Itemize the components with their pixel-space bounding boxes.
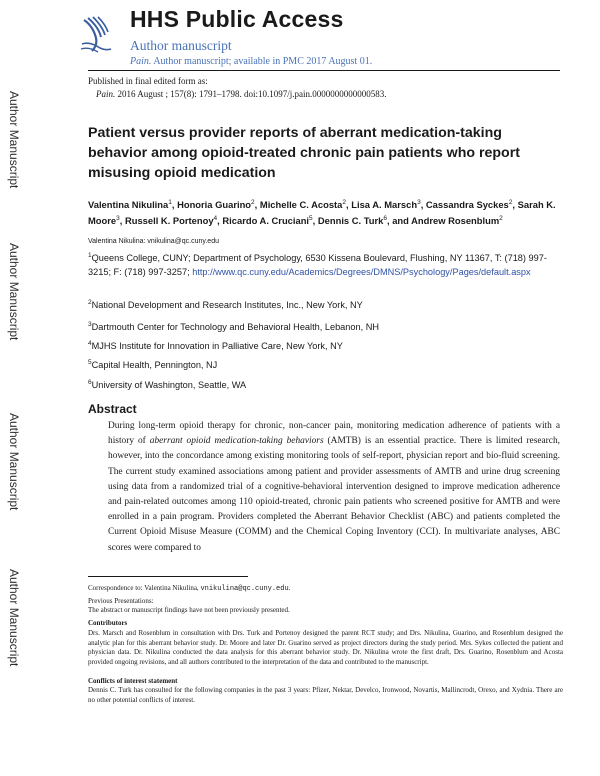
affiliation-3: $^3$Dartmouth Center for Technology and Behavioral Health, Lebanon, NH (88, 321, 379, 333)
affiliation-6: $^6$University of Washington, Seattle, WA (88, 379, 247, 391)
footnote-divider (88, 576, 248, 577)
journal-availability-text: Pain. (130, 56, 152, 67)
abstract-heading: Abstract (88, 402, 137, 416)
author-name: Honoria Guarino (177, 199, 252, 211)
contributors-text: Drs. Marsch and Rosenblum in consultation with Drs. Turk and Portenoy designed the parent RCT study; and Drs. Nikulina, Guarino, and Rosenblum designed the analytic plan for this aberrant behavior study. Dr. Moore and later Dr. Guarino served as project directors during the study period. Mrs. Sykes collected the patient and physician data. Dr. Nikulina conducted the data analysis for this aberrant behavior study. Dr. Nikulina wrote the first draft, Drs. Guarino, Rosenblum and Acosta provided ongoing revisions, and all authors contributed to the interpretation of the data and contributed to the manuscript. (88, 629, 563, 666)
side-label: Author Manuscript (7, 91, 21, 189)
side-label: Author Manuscript (7, 569, 21, 667)
author-affiliation-number: 6 (383, 215, 387, 223)
previous-presentations-heading: Previous Presentations: (88, 597, 154, 605)
author-name: Ricardo A. Cruciani (222, 215, 310, 227)
conflicts-text: Dennis C. Turk has consulted for the following companies in the past 3 years: Pfizer, Nektar, Develco, Ironwood, Novartis, Mallincrodt, Orexo, and Xydnia. There are no other potential conflicts of interest. (88, 686, 563, 704)
abstract-body: During long-term opioid therapy for chronic, non-cancer pain, monitoring medication adherence of patients with a history of aberrant opioid medication-taking behaviors (AMTB) is an essential practice. There is limited research, however, into the concordance among existing monitoring tools of self-report, physician report and bio-fluid screening. The current study examined associations among patient and provider assessments of AMTB and urine drug screening using data from a randomized trial of a cognitive-behavioral intervention designed to improve medication adherence and pain-related outcomes among 110 opioid-treated, chronic pain patients who screened positive for AMTB and were enrolled in a pain program. Providers completed the Aberrant Behavior Checklist (ABC) and patients completed the Current Opioid Misuse Measure (COMM) and the Chemical Coping Inventory (CCI). In multivariate analyses, ABC scores were compared to (108, 421, 560, 553)
affiliation-2: $^2$National Development and Research Institutes, Inc., New York, NY (88, 299, 363, 311)
side-label: Author Manuscript (7, 243, 21, 341)
affiliation-4: $^4$MJHS Institute for Innovation in Palliative Care, New York, NY (88, 340, 343, 352)
side-label: Author Manuscript (7, 413, 21, 511)
author-list: Valentina Nikulina$^1$, Honoria Guarino$^2$, Michelle C. Acosta$^2$, Lisa A. Marsch$^3$, Cassandra Syckes$^2$, Sarah K. Moore$^3$, Russell K. Portenoy$^4$, Ricardo A. Cruciani$^5$, Dennis C. Turk$^6$, and Andrew Rosenblum$^2$ (88, 199, 556, 227)
author-manuscript-label: Author manuscript (130, 38, 232, 53)
author-name: Cassandra Syckes (425, 199, 509, 211)
author-name: Dennis C. Turk (317, 215, 384, 227)
citation-journal: Pain. (96, 89, 116, 99)
author-affiliation-number: 2 (342, 199, 347, 206)
article-title: Patient versus provider reports of aberrant medication-taking behavior among opioid-treated chronic pain patients who report misusing opioid medication (88, 125, 520, 181)
journal-availability: Pain. Author manuscript; available in PMC 2017 August 01. (130, 56, 373, 67)
citation: Pain. 2016 August ; 157(8): 1791–1798. doi:10.1097/j.pain.0000000000000583. (96, 89, 387, 99)
affiliation-5: $^5$Capital Health, Pennington, NJ (88, 359, 218, 371)
author-affiliation-number: 2 (251, 199, 255, 206)
correspondence-note: Correspondence to: Valentina Nikulina, vnikulina@qc.cuny.edu. (88, 584, 291, 593)
affiliation-1: $^1$Queens College, CUNY; Department of Psychology, 6530 Kissena Boulevard, Flushing, NY 11367, T: (718) 997-3215; F: (718) 997-3257; http://www.qc.cuny.edu/Academics/Degrees/DMNS/Psychology/Pages/default.aspx (88, 252, 547, 278)
author-affiliation-number: 1 (168, 199, 172, 206)
author-email: Valentina Nikulina: vnikulina@qc.cuny.edu (88, 238, 219, 245)
author-name: Sarah K. Moore (88, 199, 556, 227)
affiliation-link[interactable]: http://www.qc.cuny.edu/Academics/Degrees/DMNS/Psychology/Pages/default.aspx (192, 267, 531, 278)
author-affiliation-number: 2 (499, 215, 503, 223)
published-label: Published in final edited form as: (88, 76, 208, 86)
author-name: Michelle C. Acosta (259, 199, 343, 211)
author-name: Lisa A. Marsch (351, 199, 418, 211)
author-name: Russell K. Portenoy (124, 215, 214, 227)
conflicts-heading: Conflicts of interest statement (88, 677, 178, 685)
hhs-eagle-logo-icon (80, 14, 112, 54)
author-affiliation-number: 3 (116, 215, 120, 223)
previous-presentations-text: The abstract or manuscript findings have not been previously presented. (88, 606, 290, 614)
contributors-heading: Contributors (88, 619, 128, 627)
author-affiliation-number: 2 (508, 199, 513, 206)
author-affiliation-number: 4 (213, 215, 218, 223)
header-divider (88, 70, 560, 71)
author-affiliation-number: 3 (417, 199, 421, 206)
author-name: Andrew Rosenblum (411, 215, 500, 227)
hhs-title: HHS Public Access (130, 6, 344, 32)
author-affiliation-number: 5 (309, 215, 313, 223)
author-name: Valentina Nikulina (88, 199, 169, 211)
